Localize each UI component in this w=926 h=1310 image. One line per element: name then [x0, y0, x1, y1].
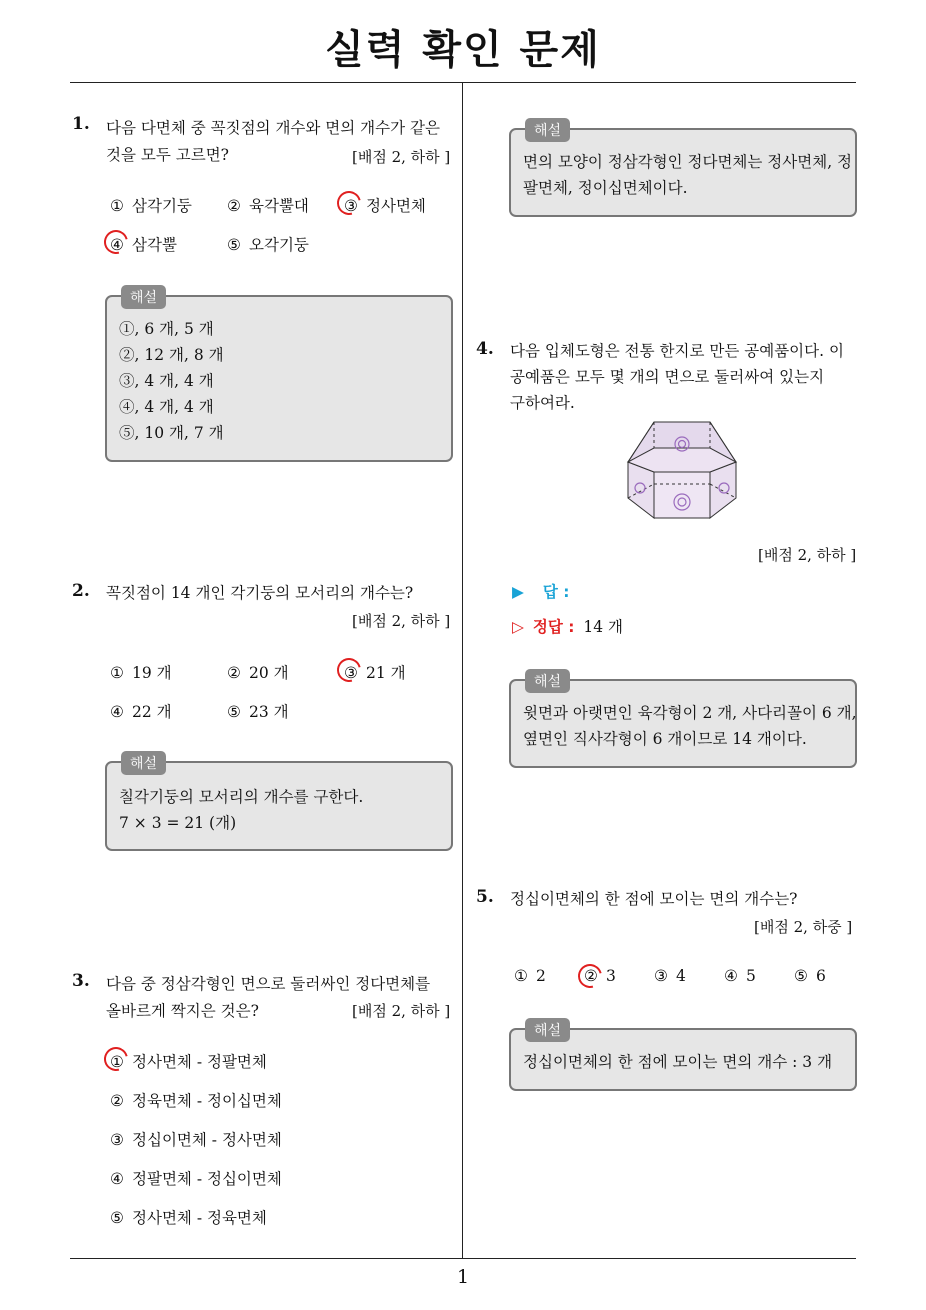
- header-rule: [70, 82, 856, 83]
- solution-box: [105, 290, 453, 462]
- option-1[interactable]: ① 2: [514, 967, 546, 985]
- question-text: 다음 입체도형은 전통 한지로 만든 공예품이다. 이: [510, 342, 844, 360]
- hexagonal-prism-figure: [618, 418, 746, 524]
- solution-line: 칠각기둥의 모서리의 개수를 구한다.: [119, 788, 364, 806]
- solution-label: 해설: [525, 118, 570, 142]
- correct-answer-row: [512, 615, 623, 637]
- page-number: 1: [456, 1266, 470, 1288]
- solution-label: 해설: [525, 1018, 570, 1042]
- solution-box: [105, 756, 453, 851]
- option-2[interactable]: ② 육각뿔대: [227, 197, 309, 215]
- column-divider: [462, 83, 463, 1258]
- option-2[interactable]: ② 정육면체 - 정이십면체: [110, 1092, 282, 1110]
- question-number: 3.: [72, 971, 90, 991]
- correct-arrow-icon: ▷: [512, 618, 524, 636]
- solution-label: 해설: [121, 285, 166, 309]
- correct-value: 14 개: [583, 618, 623, 636]
- option-4[interactable]: ④ 정팔면체 - 정십이면체: [110, 1170, 282, 1188]
- question-number: 1.: [72, 114, 90, 134]
- question-number: 2.: [72, 581, 90, 601]
- solution-box: [509, 674, 857, 768]
- option-3[interactable]: ③ 정사면체: [344, 197, 426, 215]
- solution-line: 윗면과 아랫면인 육각형이 2 개, 사다리꼴이 6 개,: [523, 704, 857, 722]
- question-number: 4.: [476, 339, 494, 359]
- option-1[interactable]: ① 정사면체 - 정팔면체: [110, 1053, 267, 1071]
- footer-rule: [70, 1258, 856, 1259]
- option-1[interactable]: ① 19 개: [110, 664, 172, 682]
- solution-line: 정십이면체의 한 점에 모이는 면의 개수 : 3 개: [523, 1053, 833, 1071]
- option-4[interactable]: ④ 삼각뿔: [110, 236, 177, 254]
- score-meta: [배점 2, 하하 ]: [352, 612, 451, 630]
- question-text: 공예품은 모두 몇 개의 면으로 둘러싸여 있는지: [510, 368, 825, 386]
- option-3[interactable]: ③ 21 개: [344, 664, 406, 682]
- question-text: 다음 다면체 중 꼭짓점의 개수와 면의 개수가 같은: [106, 119, 440, 137]
- answer-circle: [574, 960, 607, 993]
- question-number: 5.: [476, 887, 494, 907]
- page-title: 실력 확인 문제: [325, 27, 601, 73]
- solution-line: ③, 4 개, 4 개: [119, 372, 214, 390]
- option-5[interactable]: ⑤ 오각기둥: [227, 236, 309, 254]
- question-text: 올바르게 짝지은 것은?: [106, 1002, 259, 1020]
- correct-label: 정답 :: [532, 618, 575, 636]
- solution-line: 7 × 3 = 21 (개): [119, 814, 237, 832]
- question-text: 꼭짓점이 14 개인 각기둥의 모서리의 개수는?: [106, 584, 414, 602]
- solution-box: [509, 1023, 857, 1091]
- solution-line: 면의 모양이 정삼각형인 정다면체는 정사면체, 정: [523, 153, 853, 171]
- option-2[interactable]: ② 3: [584, 967, 616, 985]
- option-5[interactable]: ⑤ 6: [794, 967, 826, 985]
- answer-label: 답 :: [542, 583, 570, 601]
- solution-line: 팔면체, 정이십면체이다.: [523, 179, 688, 197]
- question-text: 구하여라.: [510, 394, 575, 412]
- question-text: 것을 모두 고르면?: [106, 146, 229, 164]
- answer-arrow-icon: ▶: [512, 583, 524, 601]
- score-meta: [배점 2, 하중 ]: [754, 918, 853, 936]
- solution-line: ④, 4 개, 4 개: [119, 398, 214, 416]
- solution-label: 해설: [525, 669, 570, 693]
- option-5[interactable]: ⑤ 정사면체 - 정육면체: [110, 1209, 267, 1227]
- option-1[interactable]: ① 삼각기둥: [110, 197, 192, 215]
- question-text: 정십이면체의 한 점에 모이는 면의 개수는?: [510, 890, 798, 908]
- solution-box: [509, 123, 857, 217]
- option-4[interactable]: ④ 5: [724, 967, 756, 985]
- solution-label: 해설: [121, 751, 166, 775]
- score-meta: [배점 2, 하하 ]: [352, 148, 451, 166]
- question-text: 다음 중 정삼각형인 면으로 둘러싸인 정다면체를: [106, 975, 431, 993]
- solution-line: ②, 12 개, 8 개: [119, 346, 224, 364]
- option-4[interactable]: ④ 22 개: [110, 703, 172, 721]
- answer-row: [512, 580, 569, 602]
- score-meta: [배점 2, 하하 ]: [758, 546, 857, 564]
- score-meta: [배점 2, 하하 ]: [352, 1002, 451, 1020]
- solution-line: ①, 6 개, 5 개: [119, 320, 214, 338]
- solution-line: ⑤, 10 개, 7 개: [119, 424, 224, 442]
- solution-line: 옆면인 직사각형이 6 개이므로 14 개이다.: [523, 730, 807, 748]
- option-2[interactable]: ② 20 개: [227, 664, 289, 682]
- option-5[interactable]: ⑤ 23 개: [227, 703, 289, 721]
- option-3[interactable]: ③ 4: [654, 967, 686, 985]
- option-3[interactable]: ③ 정십이면체 - 정사면체: [110, 1131, 282, 1149]
